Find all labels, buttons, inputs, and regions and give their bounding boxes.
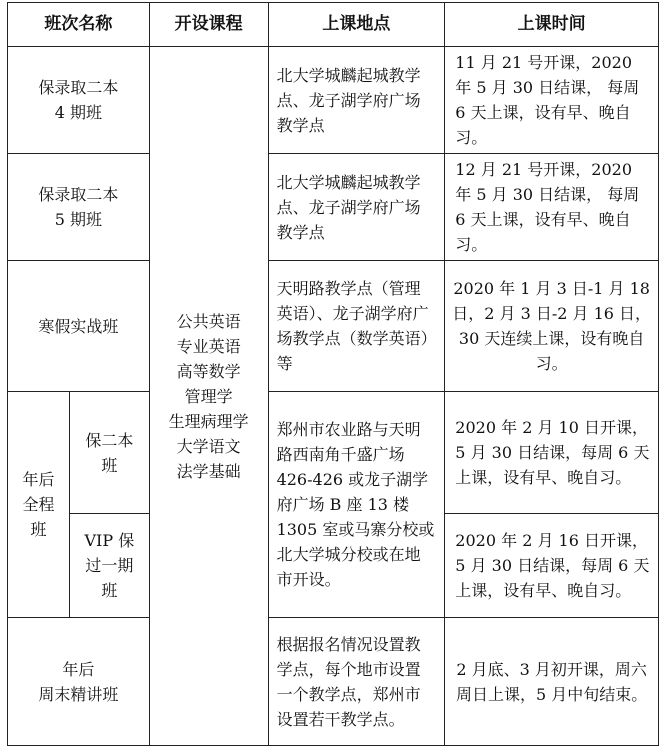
- course-item: 管理学: [184, 386, 233, 406]
- group-label-cell: 年后 全程 班: [8, 392, 70, 618]
- course-item: 法学基础: [176, 461, 241, 481]
- subclass-name-cell: VIP 保 过一期 班: [69, 514, 149, 618]
- courses-cell: [149, 47, 268, 746]
- location-cell: 郑州市农业路与天明路西南角千盛广场 426-426 或龙子湖学府广场 B 座 13 楼 1305 室或马寨分校或北大学城分校或在地市开设。: [268, 392, 445, 618]
- header-location: 上课地点: [268, 3, 445, 47]
- course-item: 专业英语: [176, 336, 241, 356]
- time-cell: 2020 年 2 月 16 日开课，5 月 30 日结课，每周 6 天上课，设有早、晚自习。: [445, 514, 659, 618]
- table-row: [8, 618, 659, 746]
- course-item: 生理病理学: [168, 411, 249, 431]
- location-cell: 北大学城麟起城教学点、龙子湖学府广场教学点: [268, 154, 445, 261]
- location-cell: 根据报名情况设置教学点，每个地市设置一个教学点，郑州市设置若干教学点。: [268, 618, 445, 746]
- subclass-name-cell: 保二本 班: [69, 392, 149, 514]
- table-row: [8, 47, 659, 154]
- class-name-cell: 寒假实战班: [8, 261, 150, 392]
- header-time: 上课时间: [445, 3, 659, 47]
- time-cell: 2020 年 2 月 10 日开课，5 月 30 日结课，每周 6 天上课，设有早、晚自习。: [445, 392, 659, 514]
- header-class-name: 班次名称: [8, 3, 150, 47]
- header-row: [8, 3, 659, 47]
- time-cell: 2 月底、3 月初开课，周六周日上课，5 月中旬结束。: [445, 618, 659, 746]
- time-cell: 11 月 21 号开课，2020 年 5 月 30 日结课， 每周 6 天上课，设有早、晚自习。: [445, 47, 659, 154]
- time-cell: 2020 年 1 月 3 日-1 月 18 日，2 月 3 日-2 月 16 日，30 天连续上课，设有晚自习。: [445, 261, 659, 392]
- course-item: 高等数学: [176, 361, 241, 381]
- course-item: 公共英语: [176, 311, 241, 331]
- header-courses: 开设课程: [149, 3, 268, 47]
- table-row: [8, 154, 659, 261]
- time-cell: 12 月 21 号开课，2020 年 5 月 30 日结课， 每周 6 天上课，设有早、晚自习。: [445, 154, 659, 261]
- course-item: 大学语文: [176, 436, 241, 456]
- schedule-table: [7, 2, 659, 746]
- table-row: [8, 392, 659, 514]
- class-name-cell: 保录取二本 5 期班: [8, 154, 150, 261]
- location-cell: 天明路教学点（管理英语）、龙子湖学府广场教学点（数学英语）等: [268, 261, 445, 392]
- class-name-cell: 保录取二本 4 期班: [8, 47, 150, 154]
- class-name-cell: 年后 周末精讲班: [8, 618, 150, 746]
- location-cell: 北大学城麟起城教学点、龙子湖学府广场教学点: [268, 47, 445, 154]
- table-row: [8, 261, 659, 392]
